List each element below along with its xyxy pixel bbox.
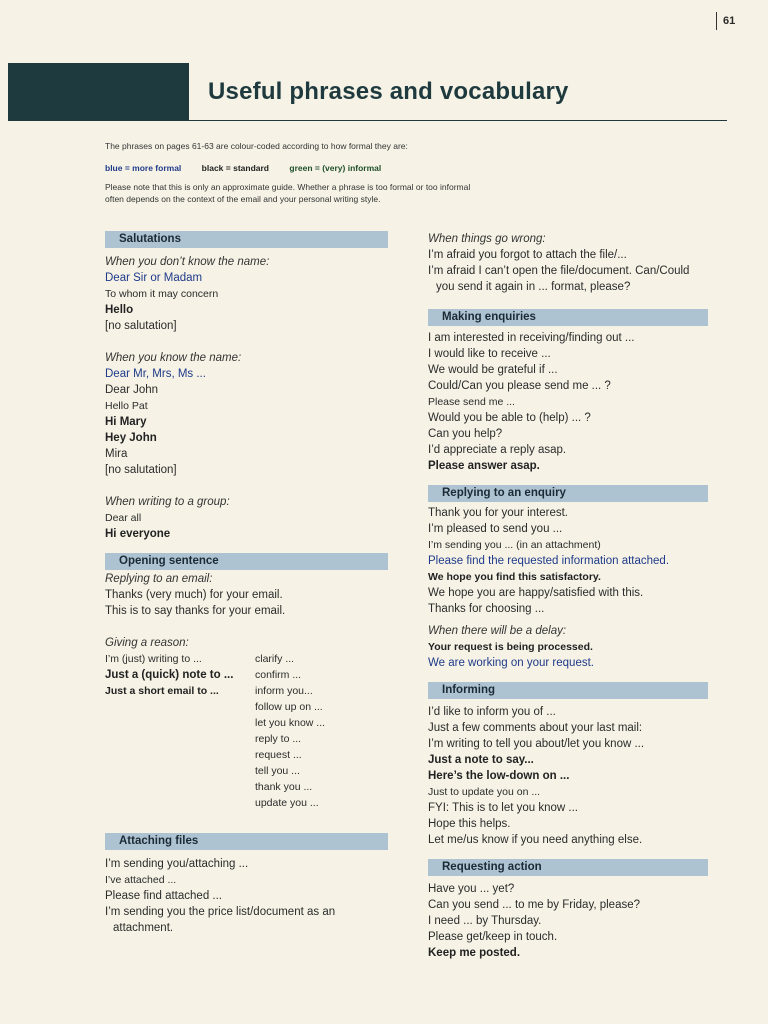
phrase: I’m afraid you forgot to attach the file/... (428, 249, 627, 261)
reason-starters (105, 651, 255, 811)
phrase: follow up on ... (255, 701, 323, 713)
section-header-informing: Informing (428, 682, 708, 699)
phrase: I’m sending you/attaching ... (105, 858, 249, 870)
reason-endings (255, 651, 385, 811)
phrase-label: When writing to a group: (105, 496, 230, 508)
phrase: Hey John (105, 432, 157, 444)
phrase: Hope this helps. (428, 818, 511, 830)
phrase: Thanks (very much) for your email. (105, 589, 283, 601)
key-green: green = (very) informal (289, 163, 382, 173)
phrase: Hi everyone (105, 528, 171, 540)
right-column (428, 231, 718, 961)
phrase: I need ... by Thursday. (428, 915, 542, 927)
section-header-enquiries: Making enquiries (428, 309, 708, 326)
phrase: Would you be able to (help) ... ? (428, 412, 591, 424)
phrase: I’ve attached ... (105, 874, 177, 886)
phrase: FYI: This is to let you know ... (428, 802, 578, 814)
phrase: Have you ... yet? (428, 883, 515, 895)
phrase: Please find attached ... (105, 890, 222, 902)
phrase: Hello Pat (105, 400, 148, 412)
phrase: I’d appreciate a reply asap. (428, 444, 567, 456)
phrase: Just to update you on ... (428, 786, 541, 798)
phrase: Can you help? (428, 428, 503, 440)
phrase: I’d like to inform you of ... (428, 706, 556, 718)
phrase: Please get/keep in touch. (428, 931, 558, 943)
phrase: We are working on your request. (428, 657, 594, 669)
phrase: To whom it may concern (105, 288, 219, 300)
phrase: inform you... (255, 685, 313, 697)
phrase: Here’s the low-down on ... (428, 770, 570, 782)
phrase: Please answer asap. (428, 460, 540, 472)
phrase: I’m sending you the price list/document as an (105, 906, 336, 918)
intro-note-line: Please note that this is only an approximate guide. Whether a phrase is too formal or too informal (105, 182, 471, 192)
phrase: [no salutation] (105, 320, 177, 332)
phrase: We hope you find this satisfactory. (428, 571, 601, 583)
phrase: We would be grateful if ... (428, 364, 558, 376)
key-blue: blue = more formal (105, 163, 182, 173)
phrase: Mira (105, 448, 128, 460)
phrase: clarify ... (255, 653, 295, 665)
reason-phrase-table (105, 651, 395, 811)
phrase: I would like to receive ... (428, 348, 551, 360)
phrase-label: When there will be a delay: (428, 625, 567, 637)
phrase: Hello (105, 304, 134, 316)
title-color-block (8, 63, 189, 121)
phrase: Thank you for your interest. (428, 507, 568, 519)
key-black: black = standard (201, 163, 269, 173)
phrase: request ... (255, 749, 302, 761)
phrase: Please find the requested information attached. (428, 555, 670, 567)
phrase: Thanks for choosing ... (428, 603, 545, 615)
phrase: We hope you are happy/satisfied with this. (428, 587, 644, 599)
phrase-label: Giving a reason: (105, 637, 189, 649)
title-rule (189, 120, 727, 121)
phrase: confirm ... (255, 669, 302, 681)
phrase: reply to ... (255, 733, 302, 745)
phrase: Dear Sir or Madam (105, 272, 203, 284)
phrase-label: When you don’t know the name: (105, 256, 270, 268)
phrase: I am interested in receiving/finding out ... (428, 332, 635, 344)
phrase: thank you ... (255, 781, 313, 793)
section-header-requesting-action: Requesting action (428, 859, 708, 876)
phrase: you send it again in ... format, please? (436, 281, 631, 293)
section-header-attaching: Attaching files (105, 833, 388, 850)
page-title: Useful phrases and vocabulary (208, 78, 569, 105)
phrase: Just a note to say... (428, 754, 534, 766)
phrase: attachment. (113, 922, 174, 934)
colour-key (105, 163, 399, 173)
phrase: Just a few comments about your last mail: (428, 722, 643, 734)
intro-note (105, 181, 575, 205)
phrase: Please send me ... (428, 396, 515, 408)
phrase-label: When things go wrong: (428, 233, 546, 245)
section-header-opening: Opening sentence (105, 553, 388, 570)
phrase: I’m afraid I can’t open the file/document. Can/Could (428, 265, 690, 277)
phrase: Could/Can you please send me ... ? (428, 380, 611, 392)
phrase: Hi Mary (105, 416, 147, 428)
phrase: I’m pleased to send you ... (428, 523, 563, 535)
phrase: tell you ... (255, 765, 300, 777)
phrase: Your request is being processed. (428, 641, 593, 653)
intro-text: The phrases on pages 61-63 are colour-coded according to how formal they are: (105, 141, 408, 151)
phrase: I’m writing to tell you about/let you know ... (428, 738, 645, 750)
phrase: I’m (just) writing to ... (105, 653, 202, 665)
phrase: [no salutation] (105, 464, 177, 476)
phrase: Dear John (105, 384, 159, 396)
phrase: Let me/us know if you need anything else. (428, 834, 643, 846)
phrase: This is to say thanks for your email. (105, 605, 286, 617)
phrase-label: Replying to an email: (105, 573, 213, 585)
phrase: let you know ... (255, 717, 326, 729)
section-header-replying: Replying to an enquiry (428, 485, 708, 502)
phrase: I’m sending you ... (in an attachment) (428, 539, 601, 551)
phrase-label: When you know the name: (105, 352, 242, 364)
section-header-salutations: Salutations (105, 231, 388, 248)
phrase: update you ... (255, 797, 319, 809)
page-number: 61 (716, 12, 735, 30)
intro-note-line: often depends on the context of the email and your personal writing style. (105, 194, 381, 204)
phrase: Keep me posted. (428, 947, 521, 959)
phrase: Dear all (105, 512, 142, 524)
phrase: Just a short email to ... (105, 685, 219, 697)
phrase: Can you send ... to me by Friday, please? (428, 899, 641, 911)
left-column (105, 231, 395, 936)
phrase: Dear Mr, Mrs, Ms ... (105, 368, 206, 380)
phrase: Just a (quick) note to ... (105, 669, 234, 681)
